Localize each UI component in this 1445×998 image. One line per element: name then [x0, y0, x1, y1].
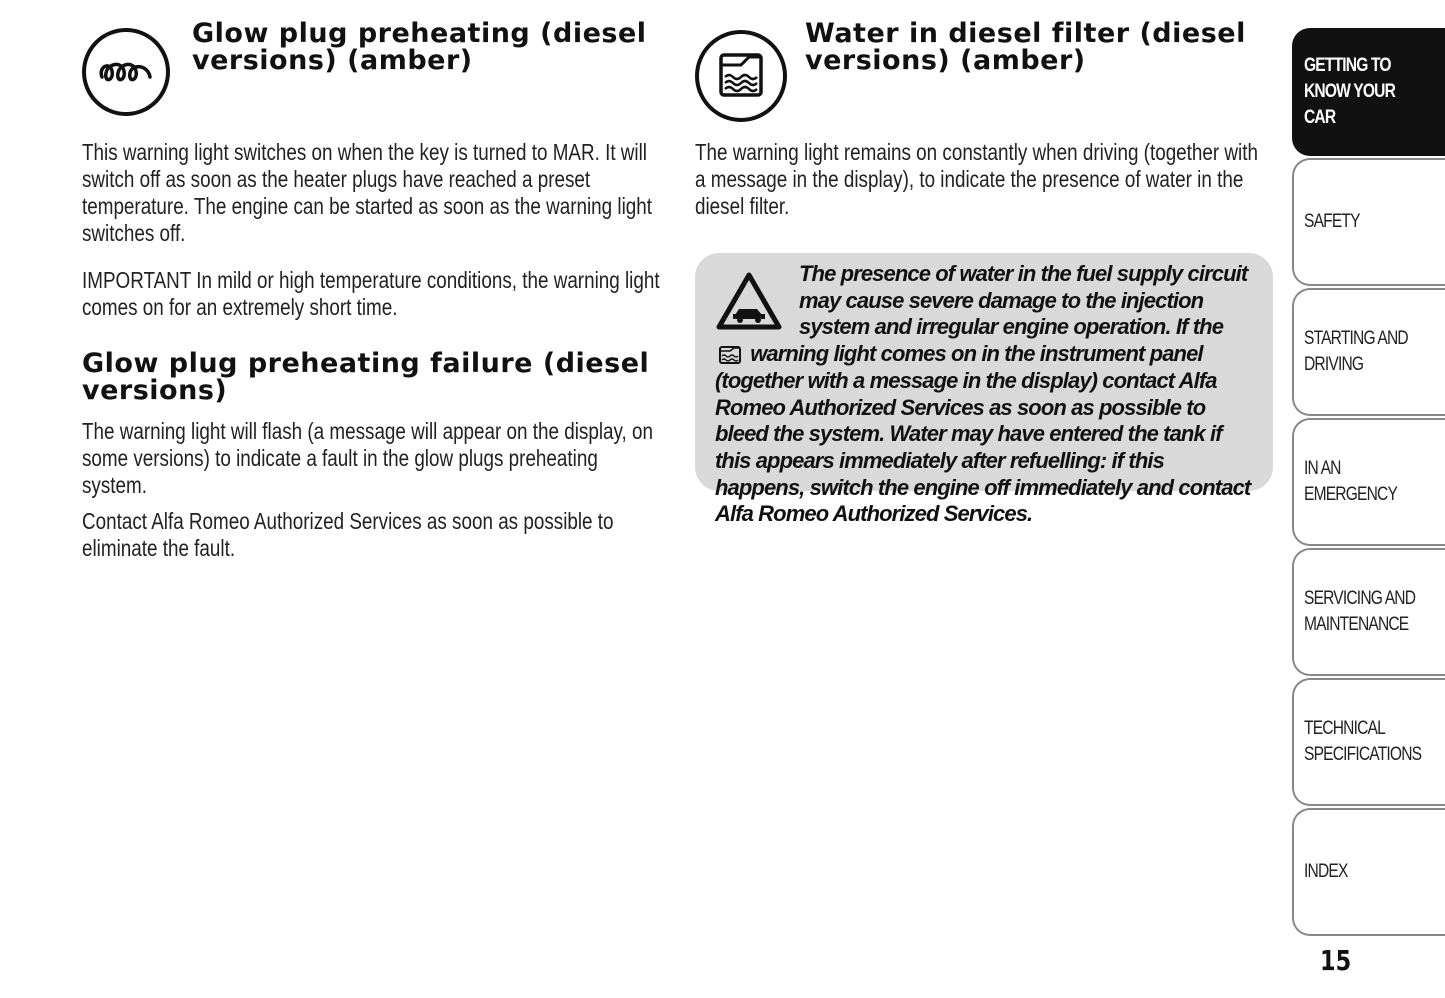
- glow-plug-title: [192, 20, 647, 74]
- tab-technical-specifications[interactable]: [1292, 678, 1445, 806]
- water-filter-paragraph: The warning light remains on constantly when driving (together with a message in the display), to indicate the presence of water in the diesel filter.: [695, 139, 1258, 219]
- tab-safety[interactable]: [1292, 158, 1445, 286]
- tab-label: SERVICING AND MAINTENANCE: [1304, 588, 1416, 635]
- glow-plug-failure-section: [82, 350, 662, 562]
- title-line: Glow plug preheating failure (diesel: [82, 348, 650, 379]
- water-filter-header: [695, 0, 1275, 125]
- tab-getting-to-know-your-car[interactable]: [1292, 28, 1445, 156]
- title-line: versions) (amber): [192, 45, 473, 76]
- glow-plug-paragraph-1: This warning light switches on when the key is turned to MAR. It will switch off as soon as the heater plugs have reached a preset temperature. The engine can be started as soon as the warning light switches off.: [82, 139, 653, 246]
- page-number: 15: [1320, 944, 1352, 977]
- warning-box: [695, 253, 1273, 527]
- tab-label: SAFETY: [1304, 211, 1360, 232]
- title-line: versions): [82, 375, 228, 406]
- tab-label: GETTING TO KNOW YOUR CAR: [1304, 55, 1396, 128]
- glow-plug-failure-title: [82, 350, 662, 404]
- water-filter-title: [805, 20, 1246, 74]
- glow-plug-failure-paragraph-2: Contact Alfa Romeo Authorized Services as soon as possible to eliminate the fault.: [82, 508, 614, 561]
- glow-plug-failure-paragraph-1: The warning light will flash (a message will appear on the display, on some versions) to indicate a fault in the glow plugs preheating system.: [82, 418, 653, 498]
- warning-text: [715, 261, 1257, 528]
- water-filter-body: [695, 139, 1267, 220]
- title-line: Water in diesel filter (diesel: [805, 18, 1246, 49]
- glow-plug-icon: [82, 28, 170, 116]
- glow-plug-body: [82, 139, 662, 321]
- glow-plug-header: [82, 0, 662, 125]
- tab-in-an-emergency[interactable]: [1292, 418, 1445, 546]
- title-line: versions) (amber): [805, 45, 1086, 76]
- water-in-fuel-filter-icon: [717, 345, 743, 365]
- warning-text-part: The presence of water in the fuel supply circuit may cause severe damage to the injection system and irregular engine operation. If the: [799, 261, 1248, 340]
- left-column: [82, 0, 662, 561]
- tab-index[interactable]: [1292, 808, 1445, 936]
- tab-starting-and-driving[interactable]: [1292, 288, 1445, 416]
- tab-label: STARTING AND DRIVING: [1304, 328, 1408, 375]
- warning-text-part: warning light comes on in the instrument panel (together with a message in the display) contact Alfa Romeo Authorized Services as soon as possible to bleed the system. Water may have entered the tank if this appears immediately after refuelling: if this happens, switch the engine off immediately and contact Alfa Romeo Authorized Services.: [715, 341, 1251, 527]
- water-in-fuel-filter-icon: [695, 30, 787, 122]
- tab-label: INDEX: [1304, 861, 1348, 882]
- tab-label: TECHNICAL SPECIFICATIONS: [1304, 718, 1422, 765]
- tab-servicing-and-maintenance[interactable]: [1292, 548, 1445, 676]
- tab-label: IN AN EMERGENCY: [1304, 458, 1398, 505]
- title-line: Glow plug preheating (diesel: [192, 18, 647, 49]
- warning-triangle-car-icon: [715, 271, 783, 331]
- glow-plug-paragraph-2: IMPORTANT In mild or high temperature conditions, the warning light comes on for an extremely short time.: [82, 267, 660, 320]
- right-column: [695, 0, 1275, 219]
